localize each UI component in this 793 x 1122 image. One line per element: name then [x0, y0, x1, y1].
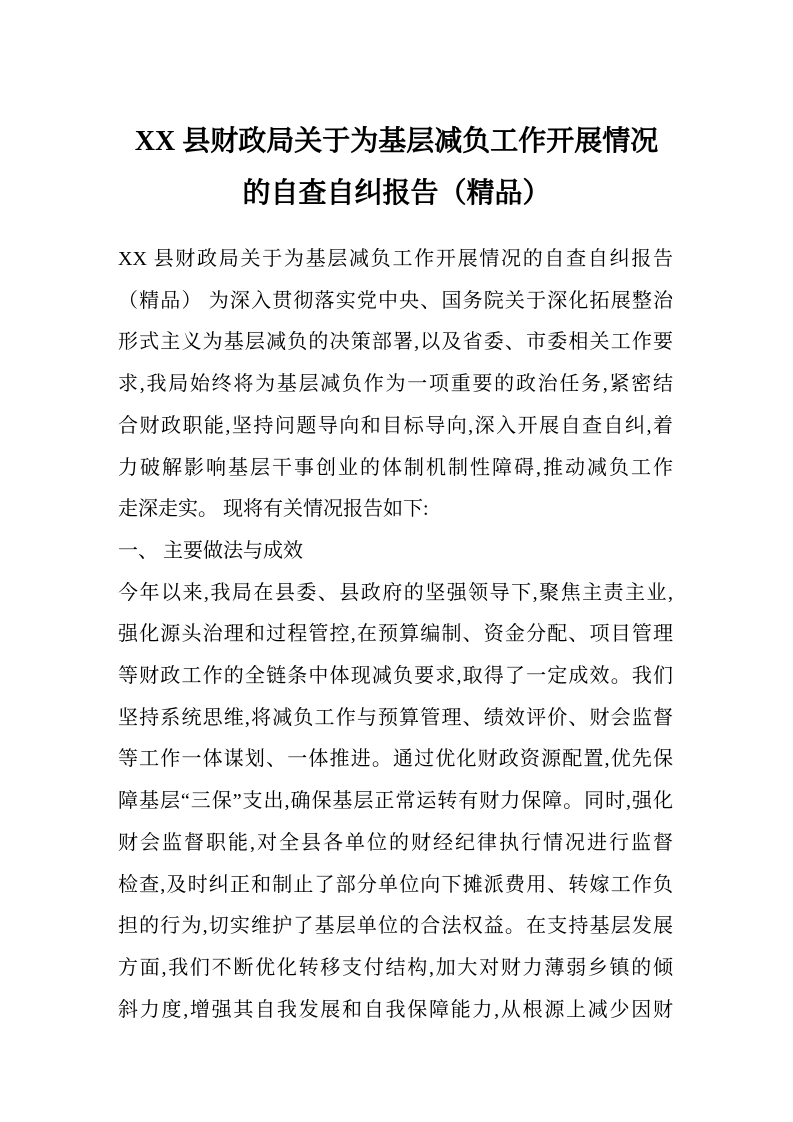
body-text-line: 方面,我们不断优化转移支付结构,加大对财力薄弱乡镇的倾: [118, 956, 673, 979]
body-text-line: 形式主义为基层减负的决策部署,以及省委、市委相关工作要: [118, 331, 673, 354]
document-body: [0, 239, 793, 1031]
body-text-line: XX 县财政局关于为基层减负工作开展情况的自查自纠报告: [118, 248, 673, 270]
body-text-line: 求,我局始终将为基层减负作为一项重要的政治任务,紧密结: [118, 373, 673, 396]
body-text-line: 障基层“三保”支出,确保基层正常运转有财力保障。同时,强化: [118, 790, 673, 813]
body-text-line: 坚持系统思维,将减负工作与预算管理、绩效评价、财会监督: [118, 706, 673, 729]
body-text-line: 今年以来,我局在县委、县政府的坚强领导下,聚焦主责主业,: [118, 581, 673, 604]
body-text-line: 强化源头治理和过程管控,在预算编制、资金分配、项目管理: [118, 623, 673, 646]
body-text-line: 合财政职能,坚持问题导向和目标导向,深入开展自查自纠,着: [118, 414, 673, 437]
body-text-line: 力破解影响基层干事创业的体制机制性障碍,推动减负工作: [118, 456, 673, 479]
body-text-line: 财会监督职能,对全县各单位的财经纪律执行情况进行监督: [118, 831, 673, 854]
document-title-line-2: 的自查自纠报告（精品）: [242, 178, 551, 209]
document-title: [0, 0, 793, 220]
body-text-line: 担的行为,切实维护了基层单位的合法权益。在支持基层发展: [118, 915, 673, 938]
body-text-line: 一、 主要做法与成效: [118, 539, 303, 562]
body-text-line: 走深走实。 现将有关情况报告如下:: [118, 498, 429, 521]
body-text-line: （精品） 为深入贯彻落实党中央、国务院关于深化拓展整治: [118, 289, 673, 312]
document-title-line-1: XX 县财政局关于为基层减负工作开展情况: [134, 126, 659, 157]
body-text-line: 斜力度,增强其自我发展和自我保障能力,从根源上减少因财: [118, 998, 673, 1021]
body-text-line: 等财政工作的全链条中体现减负要求,取得了一定成效。我们: [118, 665, 673, 688]
body-text-line: 等工作一体谋划、一体推进。通过优化财政资源配置,优先保: [118, 748, 673, 771]
body-text-line: 检查,及时纠正和制止了部分单位向下摊派费用、转嫁工作负: [118, 873, 673, 896]
